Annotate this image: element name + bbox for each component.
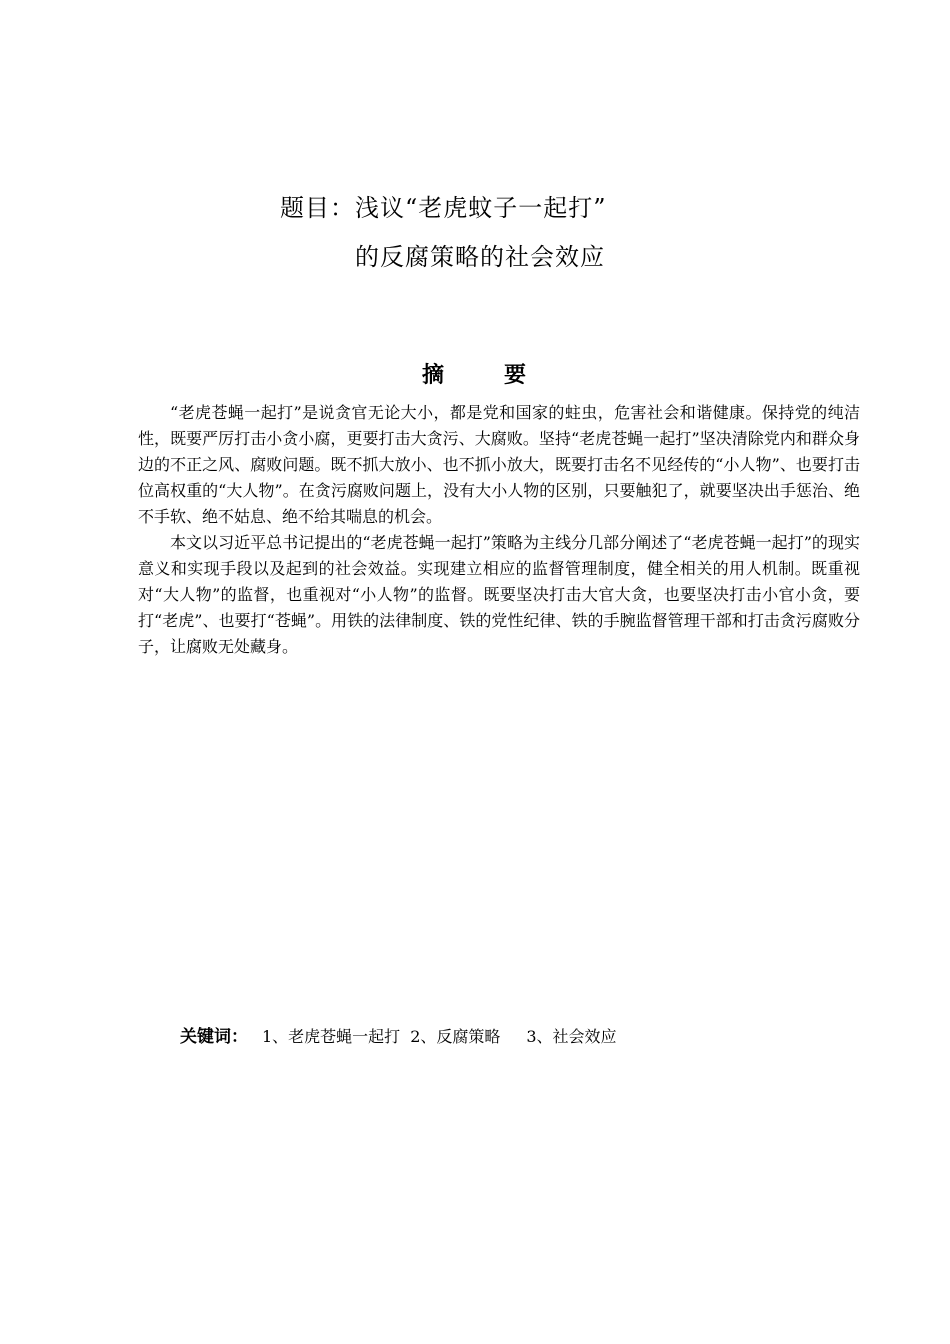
abstract-paragraph-1: “老虎苍蝇一起打”是说贪官无论大小，都是党和国家的蛀虫，危害社会和谐健康。保持党的纯洁性，既要严厉打击小贪小腐，更要打击大贪污、大腐败。坚持“老虎苍蝇一起打”坚决清除党内和群众身边的不正之风、腐败问题。既不抓大放小、也不抓小放大，既要打击名不见经传的“小人物”、也要打击位高权重的“大人物”。在贪污腐败问题上，没有大小人物的区别，只要触犯了，就要坚决出手惩治、绝不手软、绝不姑息、绝不给其喘息的机会。 [138, 403, 860, 526]
title-line-2: 的反腐策略的社会效应 [355, 243, 605, 271]
title-line-1: 题目：浅议“老虎蚊子一起打” [280, 194, 607, 222]
keyword-2: 2、反腐策略 [410, 1027, 501, 1046]
keywords-label: 关键词： [180, 1027, 248, 1047]
abstract-heading [0, 361, 950, 391]
abstract-body [138, 400, 860, 660]
abstract-heading-char-1: 摘 [421, 363, 446, 388]
keywords-line [180, 1024, 627, 1050]
keyword-3: 3、社会效应 [526, 1027, 617, 1046]
keyword-1: 1、老虎苍蝇一起打 [262, 1027, 401, 1046]
abstract-heading-char-2: 要 [504, 363, 529, 388]
abstract-paragraph-2: 本文以习近平总书记提出的“老虎苍蝇一起打”策略为主线分几部分阐述了“老虎苍蝇一起打”的现实意义和实现手段以及起到的社会效益。实现建立相应的监督管理制度，健全相关的用人机制。既重视对“大人物”的监督，也重视对“小人物”的监督。既要坚决打击大官大贪，也要坚决打击小官小贪，要打“老虎”、也要打“苍蝇”。用铁的法律制度、铁的党性纪律、铁的手腕监督管理干部和打击贪污腐败分子，让腐败无处藏身。 [138, 533, 860, 656]
